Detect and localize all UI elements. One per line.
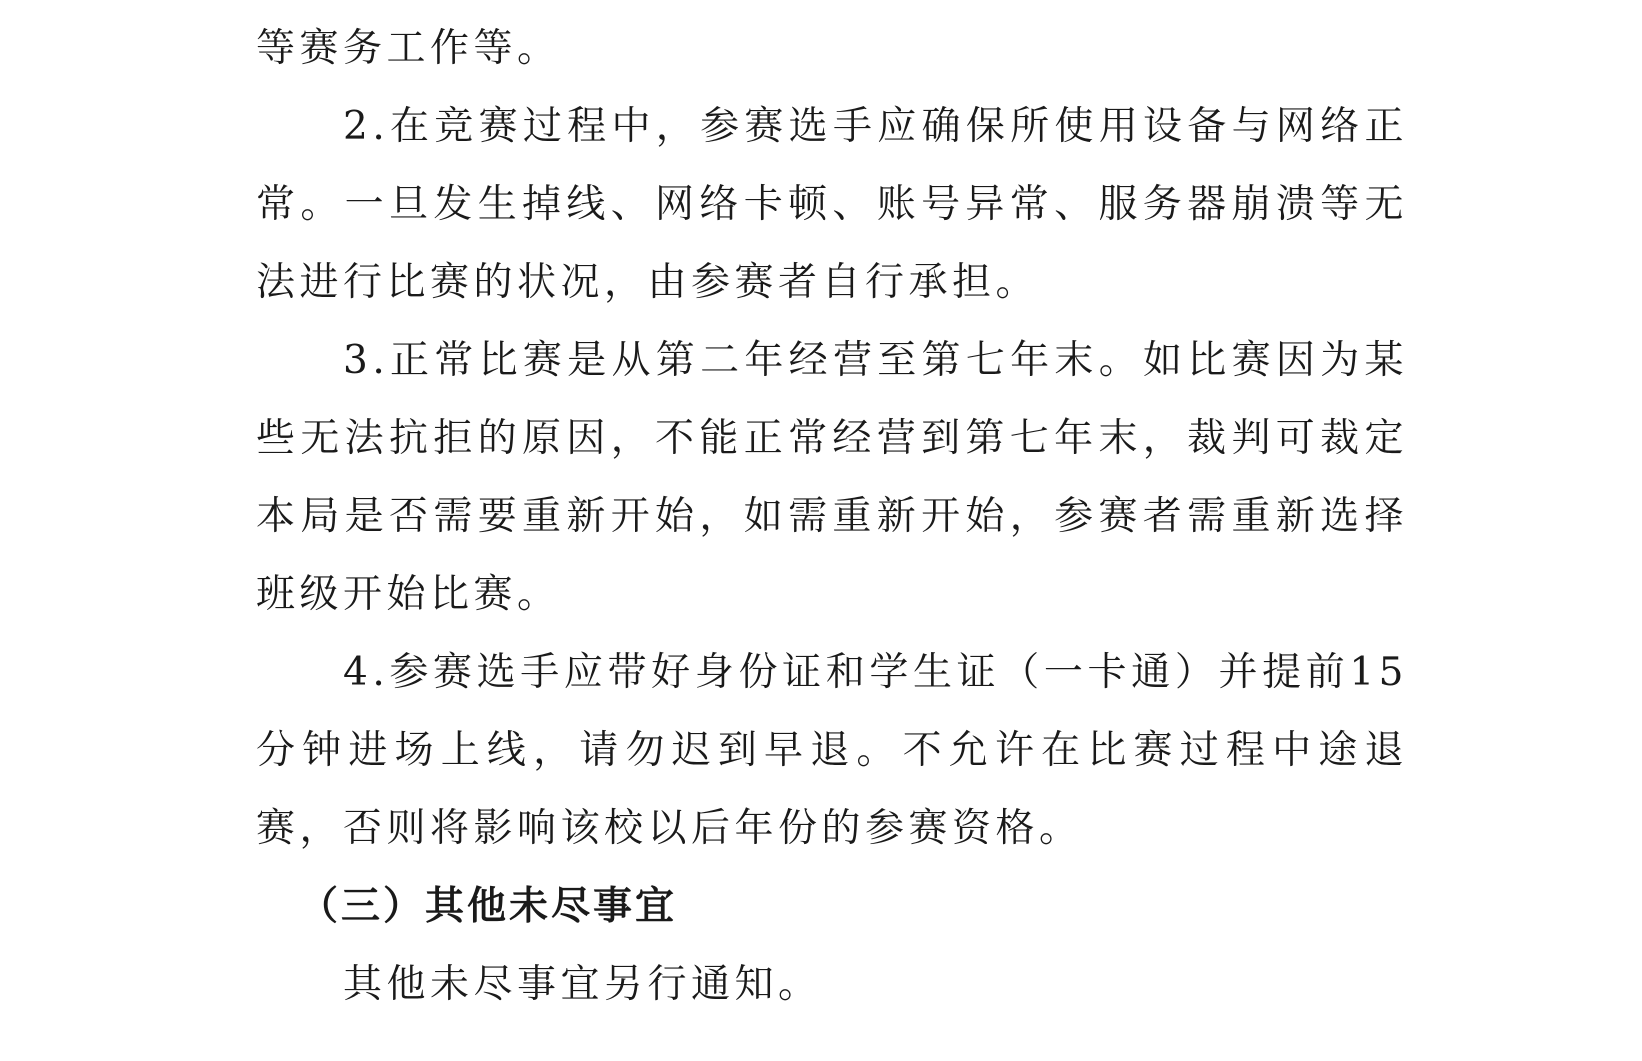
document-body — [256, 10, 1408, 1024]
paragraph-item-2: 2.在竞赛过程中，参赛选手应确保所使用设备与网络正常。一旦发生掉线、网络卡顿、账号异常、服务器崩溃等无法进行比赛的状况，由参赛者自行承担。 — [256, 104, 1408, 305]
closing-paragraph: 其他未尽事宜另行通知。 — [343, 962, 822, 1007]
paragraph-item-3: 3.正常比赛是从第二年经营至第七年末。如比赛因为某些无法抗拒的原因，不能正常经营到第七年末，裁判可裁定本局是否需要重新开始，如需重新开始，参赛者需重新选择班级开始比赛。 — [256, 338, 1408, 617]
paragraph-continuation: 等赛务工作等。 — [256, 26, 561, 71]
paragraph-item-4: 4.参赛选手应带好身份证和学生证（一卡通）并提前15分钟进场上线，请勿迟到早退。不允许在比赛过程中途退赛，否则将影响该校以后年份的参赛资格。 — [256, 650, 1408, 851]
section-heading: （三）其他未尽事宜 — [299, 884, 678, 929]
